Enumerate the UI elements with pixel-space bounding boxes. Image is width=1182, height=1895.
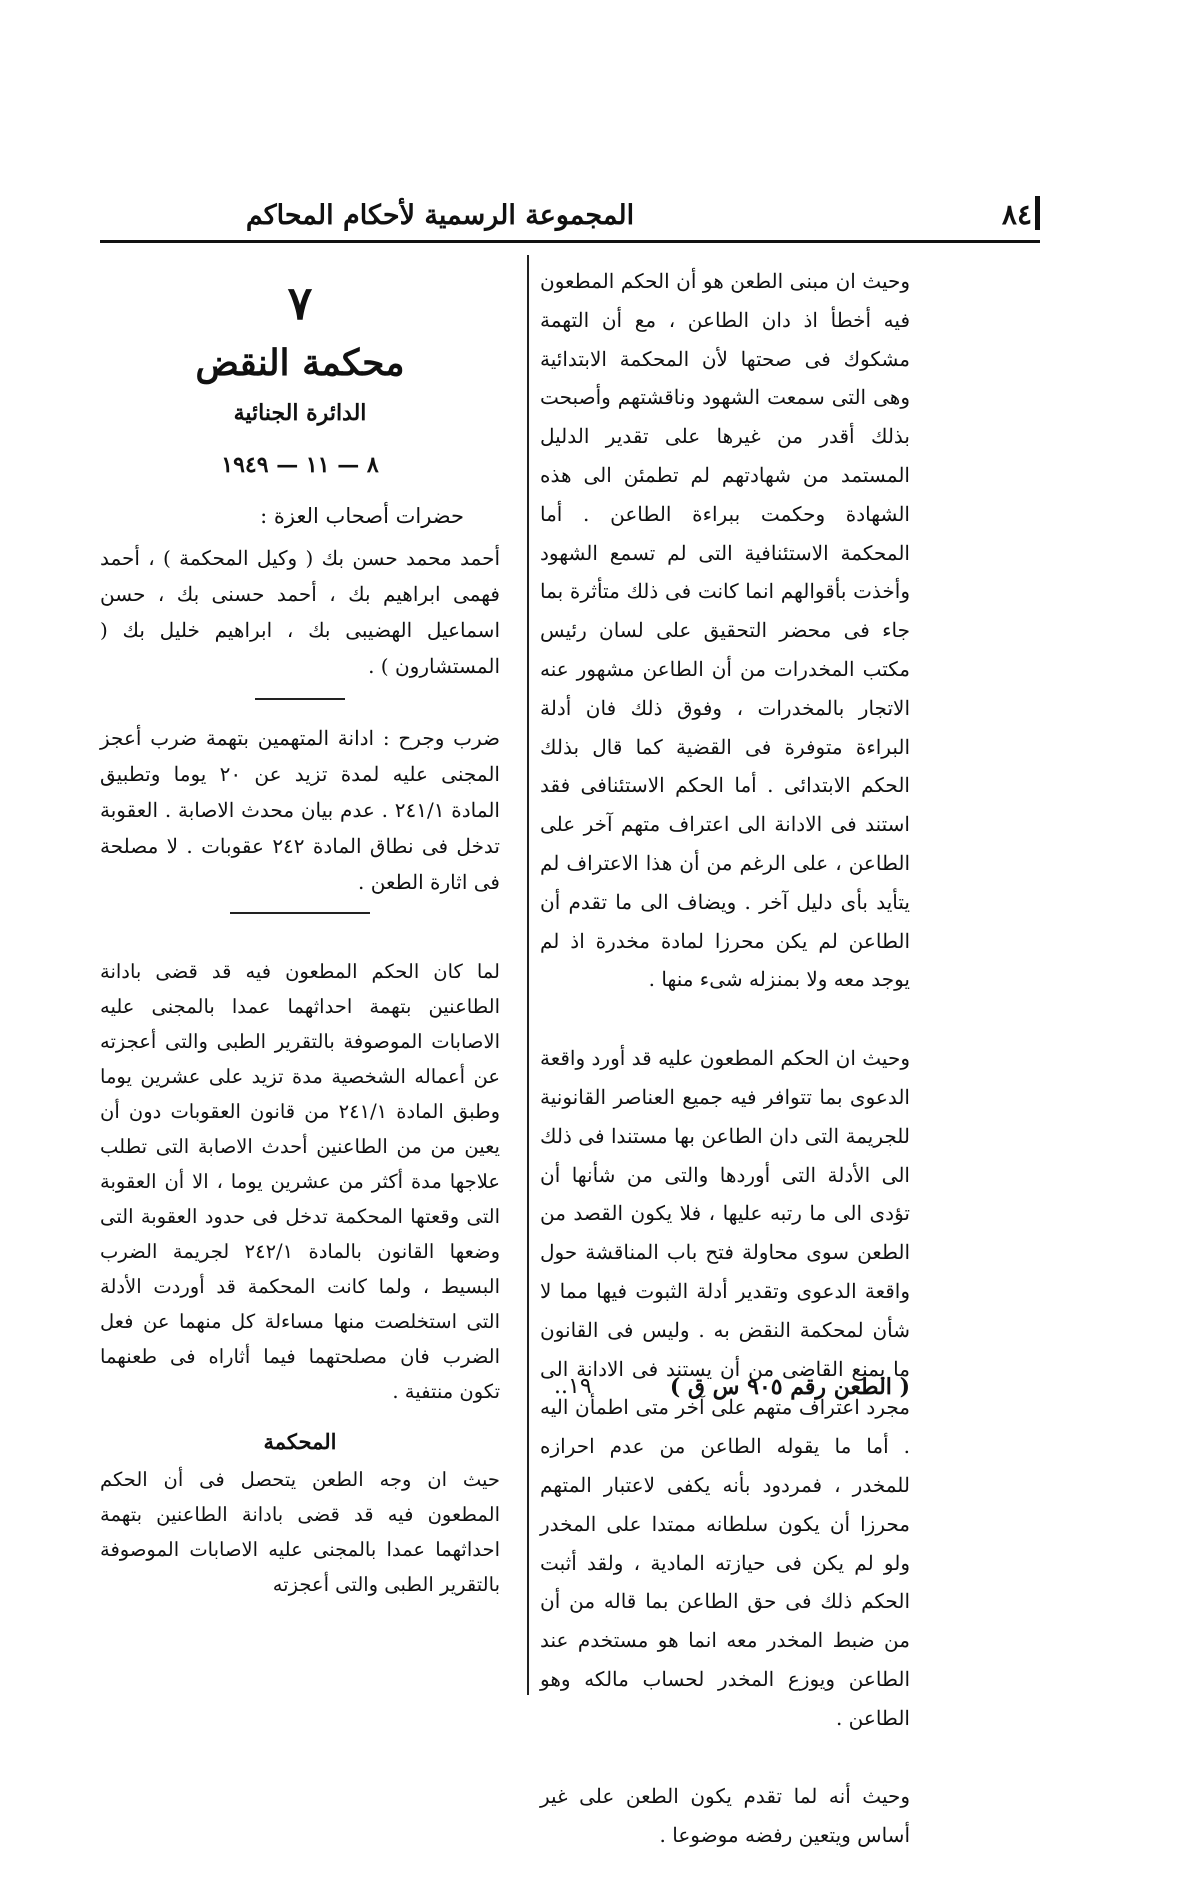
case-summary: ضرب وجرح : ادانة المتهمين بتهمة ضرب أعجز المجنى عليه لمدة تزيد عن ٢٠ يوما وتطبيق المادة ٢٤١/١ . عدم بيان محدث الاصابة . العقوبة تدخل فى نطاق المادة ٢٤٢ عقوبات . لا مصلحة فى اثارة الطعن . (100, 726, 500, 894)
case-date: ٨ — ١١ — ١٩٤٩ (221, 452, 379, 478)
section-rule-wide (230, 912, 370, 914)
column-divider (527, 255, 529, 1695)
page-header (100, 192, 1040, 242)
court-heading: المحكمة (263, 1429, 337, 1454)
section-rule (255, 698, 345, 700)
appeal-reference (540, 1374, 910, 1400)
right-column (540, 262, 910, 1895)
left-column (100, 268, 500, 1622)
case-number: ٧ (287, 276, 313, 330)
appeal-marks: ١٩.. (554, 1374, 592, 1399)
appeal-number: ( الطعن رقم ٩٠٥ س ق ) (669, 1374, 910, 1400)
judges-list: أحمد محمد حسن بك ( وكيل المحكمة ) ، أحمد فهمى ابراهيم بك ، أحمد حسنى بك ، حسن اسماعيل الهضيبى بك ، ابراهيم خليل بك ( المستشارون ) . (100, 546, 500, 678)
running-title: المجموعة الرسمية لأحكام المحاكم (245, 200, 635, 231)
paragraph-grounds: وحيث ان مبنى الطعن هو أن الحكم المطعون فيه أخطأ اذ دان الطاعن ، مع أن التهمة مشكوك فى صحتها لأن المحكمة الابتدائية وهى التى سمعت الشهود وناقشتهم وأصبحت بذلك أقدر من غيرها على تقدير الدليل المستمد من شهادتهم لم تطمئن الى هذه الشهادة وحكمت ببراءة الطاعن . أما المحكمة الاستئنافية التى لم تسمع الشهود وأخذت بأقوالهم انما كانت فى ذلك متأثرة بما جاء فى محضر التحقيق على لسان رئيس مكتب المخدرات من أن الطاعن مشهور عنه الاتجار بالمخدرات ، وفوق ذلك فان أدلة البراءة متوفرة فى القضية كما قال بذلك الحكم الابتدائى . أما الحكم الاستئنافى فقد استند فى الادانة الى اعتراف متهم آخر على الطاعن ، على الرغم من أن هذا الاعتراف لم يتأيد بأى دليل آخر . ويضاف الى ما تقدم أن الطاعن لم يكن محرزا لمادة مخدرة اذ لم يوجد معه ولا بمنزله شىء منها . (540, 269, 910, 992)
paragraph-conclusion: وحيث أنه لما تقدم يكون الطعن على غير أساس ويتعين رفضه موضوعا . (540, 1784, 910, 1848)
court-name: محكمة النقض (195, 342, 405, 384)
court-circuit: الدائرة الجنائية (233, 400, 367, 426)
judges-intro: حضرات أصحاب العزة : (260, 504, 464, 528)
page-number: ٨٤ (1001, 198, 1032, 231)
court-text: حيث ان وجه الطعن يتحصل فى أن الحكم المطعون فيه قد قضى بادانة الطاعنين بتهمة احداثهما عمدا بالمجنى عليه الاصابات الموصوفة بالتقرير الطبى والتى أعجزته (100, 1468, 500, 1596)
ruling-principle: لما كان الحكم المطعون فيه قد قضى بادانة الطاعنين بتهمة احداثهما عمدا بالمجنى عليه الاصابات الموصوفة بالتقرير الطبى والتى أعجزته عن أعماله الشخصية مدة تزيد على عشرين يوما وطبق المادة ٢٤١/١ من قانون العقوبات دون أن يعين من من الطاعنين أحدث الاصابة التى تطلب علاجها مدة أكثر من عشرين يوما ، الا أن العقوبة التى وقعتها المحكمة تدخل فى حدود العقوبة التى وضعها القانون بالمادة ٢٤٢/١ لجريمة الضرب البسيط ، ولما كانت المحكمة قد أوردت الأدلة التى استخلصت منها مساءلة كل منهما عن فعل الضرب فان مصلحتهما فيما أثاراه فى طعنهما تكون منتفية . (100, 960, 500, 1403)
header-rule (100, 240, 1040, 243)
paragraph-reasoning: وحيث ان الحكم المطعون عليه قد أورد واقعة الدعوى بما تتوافر فيه جميع العناصر القانونية للجريمة التى دان الطاعن بها مستندا فى ذلك الى الأدلة التى أوردها والتى من شأنها أن تؤدى الى ما رتبه عليها ، فلا يكون القصد من الطعن سوى محاولة فتح باب المناقشة حول واقعة الدعوى وتقدير أدلة الثبوت فيها مما لا شأن لمحكمة النقض به . وليس فى القانون ما يمنع القاضى من أن يستند فى الادانة الى مجرد اعتراف متهم على آخر متى اطمأن اليه . أما ما يقوله الطاعن من عدم احرازه للمخدر ، فمردود بأنه يكفى لاعتبار المتهم محرزا أن يكون سلطانه ممتدا على المخدر ولو لم يكن فى حيازته المادية ، ولقد أثبت الحكم ذلك فى حق الطاعن بما قاله من أن من ضبط المخدر معه انما هو مستخدم عند الطاعن ويوزع المخدر لحساب مالكه وهو الطاعن . (540, 1046, 910, 1730)
